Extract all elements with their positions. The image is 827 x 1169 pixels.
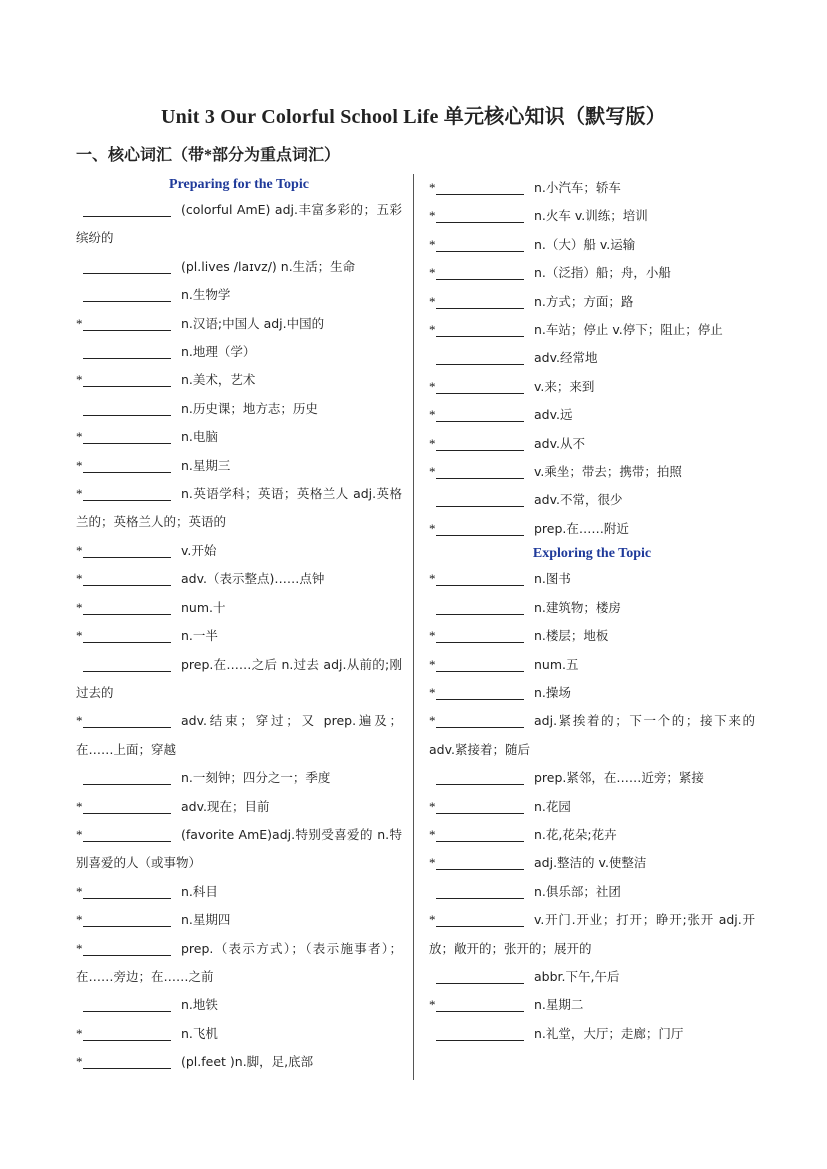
- vocab-entry: [76, 935, 402, 992]
- definition-text: adj.紧挨着的；下一个的；接下来的 adv.紧接着；随后: [429, 713, 755, 757]
- left-column: [76, 174, 402, 1077]
- answer-blank[interactable]: [436, 407, 524, 422]
- definition-text: n.星期三: [181, 457, 231, 473]
- key-word-marker: *: [429, 826, 436, 842]
- answer-blank[interactable]: [83, 1054, 171, 1069]
- key-word-marker: *: [429, 571, 436, 587]
- key-word-marker: *: [76, 571, 83, 587]
- answer-blank[interactable]: [436, 855, 524, 870]
- definition-text: n.生物学: [181, 287, 231, 303]
- definition-text: n.一半: [181, 628, 218, 644]
- definition-text: n.地铁: [181, 997, 218, 1013]
- vocab-entry: [429, 821, 755, 849]
- vocab-entry: [76, 366, 402, 394]
- key-word-marker: *: [76, 826, 83, 842]
- key-word-marker: *: [429, 855, 436, 871]
- vocab-entry: [76, 906, 402, 934]
- vocab-entry: [76, 338, 402, 366]
- answer-blank[interactable]: [436, 294, 524, 309]
- key-word-marker: *: [76, 457, 83, 473]
- definition-text: abbr.下午,午后: [534, 968, 620, 984]
- vocab-entry: [429, 344, 755, 372]
- vocab-entry: [429, 707, 755, 764]
- key-word-marker: *: [429, 180, 436, 195]
- definition-text: adv.从不: [534, 435, 585, 451]
- answer-blank[interactable]: [436, 884, 524, 899]
- right-entry-list-bottom: [429, 565, 755, 1048]
- vocab-entry: [429, 622, 755, 650]
- definition-text: n.建筑物；楼房: [534, 599, 621, 615]
- answer-blank[interactable]: [83, 344, 171, 359]
- answer-blank[interactable]: [436, 379, 524, 394]
- definition-text: n.一刻钟；四分之一；季度: [181, 770, 331, 786]
- answer-blank[interactable]: [436, 969, 524, 984]
- vocab-entry: [76, 821, 402, 878]
- key-word-marker: *: [429, 236, 436, 252]
- key-word-marker: *: [76, 429, 83, 445]
- key-word-marker: *: [76, 1025, 83, 1041]
- definition-text: num.五: [534, 656, 579, 672]
- vocab-entry: [76, 594, 402, 622]
- definition-text: prep.在……附近: [534, 520, 629, 536]
- key-word-marker: *: [429, 265, 436, 281]
- vocab-entry: [76, 764, 402, 792]
- key-word-marker: *: [429, 435, 436, 451]
- definition-text: v.乘坐；带去；携带；拍照: [534, 464, 682, 480]
- definition-text: n.俱乐部；社团: [534, 883, 621, 899]
- vocab-entry: [76, 1048, 402, 1076]
- definition-text: num.十: [181, 599, 226, 615]
- definition-text: (favorite AmE)adj.特别受喜爱的 n.特别喜爱的人（或事物）: [76, 826, 402, 871]
- vocab-entry: [429, 991, 755, 1019]
- definition-text: n.图书: [534, 571, 571, 587]
- definition-text: adv.现在；目前: [181, 798, 270, 814]
- definition-text: adv.不常，很少: [534, 492, 623, 508]
- definition-text: n.花园: [534, 798, 571, 814]
- answer-blank[interactable]: [436, 436, 524, 451]
- vocab-entry: [429, 259, 755, 287]
- vocab-entry: [76, 565, 402, 593]
- vocab-entry: [429, 565, 755, 593]
- answer-blank[interactable]: [436, 237, 524, 252]
- answer-blank[interactable]: [83, 657, 171, 672]
- answer-blank[interactable]: [83, 770, 171, 785]
- answer-blank[interactable]: [436, 180, 524, 195]
- definition-text: n.地理（学）: [181, 344, 256, 360]
- vocab-entry: [429, 430, 755, 458]
- definition-text: (pl.lives /laɪvz/) n.生活；生命: [181, 258, 356, 274]
- answer-blank[interactable]: [436, 912, 524, 927]
- vocab-entry: [429, 373, 755, 401]
- answer-blank[interactable]: [83, 997, 171, 1012]
- answer-blank[interactable]: [83, 202, 171, 217]
- answer-blank[interactable]: [83, 259, 171, 274]
- key-word-marker: *: [429, 684, 436, 700]
- key-word-marker: *: [76, 315, 83, 331]
- definition-text: n.花,花朵;花卉: [534, 826, 617, 842]
- vocab-entry: [76, 281, 402, 309]
- left-heading: Preparing for the Topic: [169, 177, 309, 192]
- answer-blank[interactable]: [83, 486, 171, 501]
- answer-blank[interactable]: [83, 401, 171, 416]
- definition-text: v.开始: [181, 542, 217, 558]
- vocab-entry: [429, 288, 755, 316]
- right-column: [429, 174, 755, 1048]
- vocab-entry: [429, 202, 755, 230]
- key-word-marker: *: [429, 912, 436, 928]
- definition-text: n.车站；停止 v.停下；阻止；停止: [534, 322, 723, 338]
- vocab-entry: [429, 174, 755, 202]
- answer-blank[interactable]: [83, 941, 171, 956]
- definition-text: n.科目: [181, 883, 218, 899]
- vocab-entry: [429, 793, 755, 821]
- definition-text: prep.在……之后 n.过去 adj.从前的;刚过去的: [76, 656, 402, 700]
- answer-blank[interactable]: [83, 571, 171, 586]
- answer-blank[interactable]: [436, 208, 524, 223]
- definition-text: n.电脑: [181, 429, 218, 445]
- vocab-entry: [429, 679, 755, 707]
- key-word-marker: *: [76, 883, 83, 899]
- definition-text: n.美术，艺术: [181, 372, 256, 388]
- definition-text: n.（泛指）船；舟，小船: [534, 265, 671, 281]
- vocab-entry: [76, 651, 402, 708]
- right-entry-list-top: [429, 174, 755, 543]
- key-word-marker: *: [76, 372, 83, 388]
- answer-blank[interactable]: [436, 600, 524, 615]
- key-word-marker: *: [76, 599, 83, 615]
- left-entry-list: [76, 196, 402, 1077]
- vocab-entry: [429, 316, 755, 344]
- answer-blank[interactable]: [436, 492, 524, 507]
- definition-text: adv.结束；穿过；又 prep.遍及；在……上面；穿越: [76, 713, 402, 757]
- vocab-entry: [76, 310, 402, 338]
- answer-blank[interactable]: [436, 799, 524, 814]
- vocab-entry: [429, 764, 755, 792]
- vocab-entry: [76, 793, 402, 821]
- key-word-marker: *: [76, 542, 83, 558]
- answer-blank[interactable]: [83, 429, 171, 444]
- right-heading: Exploring the Topic: [532, 546, 652, 562]
- definition-text: v.开门.开业；打开；睁开;张开 adj.开放；敞开的；张开的；展开的: [429, 912, 755, 956]
- key-word-marker: *: [76, 628, 83, 644]
- answer-blank[interactable]: [83, 458, 171, 473]
- answer-blank[interactable]: [83, 713, 171, 728]
- key-word-marker: *: [429, 407, 436, 423]
- answer-blank[interactable]: [83, 884, 171, 899]
- answer-blank[interactable]: [83, 1026, 171, 1041]
- answer-blank[interactable]: [436, 265, 524, 280]
- key-word-marker: *: [429, 713, 436, 729]
- answer-blank[interactable]: [436, 464, 524, 479]
- key-word-marker: *: [429, 628, 436, 644]
- definition-text: n.礼堂，大厅；走廊；门厅: [534, 1025, 684, 1041]
- answer-blank[interactable]: [436, 713, 524, 728]
- definition-text: adv.远: [534, 407, 573, 423]
- definition-text: n.火车 v.训练；培训: [534, 208, 648, 224]
- vocab-entry: [429, 594, 755, 622]
- column-divider: [413, 174, 414, 1080]
- key-word-marker: *: [429, 464, 436, 480]
- definition-text: n.操场: [534, 684, 571, 700]
- vocab-entry: [429, 878, 755, 906]
- vocab-entry: [76, 622, 402, 650]
- key-word-marker: *: [429, 378, 436, 394]
- key-word-marker: *: [76, 940, 83, 956]
- definition-text: adj.整洁的 v.使整洁: [534, 855, 647, 871]
- definition-text: n.小汽车；轿车: [534, 180, 621, 195]
- key-word-marker: *: [76, 1054, 83, 1070]
- definition-text: n.星期四: [181, 912, 231, 928]
- vocab-entry: [429, 458, 755, 486]
- answer-blank[interactable]: [83, 600, 171, 615]
- vocab-entry: [429, 963, 755, 991]
- page-title: Unit 3 Our Colorful School Life 单元核心知识（默写版）: [161, 106, 666, 128]
- key-word-marker: *: [429, 208, 436, 224]
- key-word-marker: *: [429, 798, 436, 814]
- vocab-entry: [429, 401, 755, 429]
- vocab-entry: [429, 1020, 755, 1048]
- definition-text: n.方式；方面；路: [534, 293, 634, 309]
- answer-blank[interactable]: [436, 827, 524, 842]
- definition-text: n.汉语;中国人 adj.中国的: [181, 315, 325, 331]
- answer-blank[interactable]: [83, 287, 171, 302]
- definition-text: adv.经常地: [534, 350, 598, 366]
- section-title: 一、核心词汇（带*部分为重点词汇）: [76, 147, 341, 164]
- vocab-entry: [429, 651, 755, 679]
- vocab-entry: [76, 480, 402, 537]
- vocab-entry: [76, 196, 402, 253]
- key-word-marker: *: [429, 656, 436, 672]
- vocab-entry: [76, 253, 402, 281]
- answer-blank[interactable]: [83, 827, 171, 842]
- key-word-marker: *: [429, 520, 436, 536]
- definition-text: prep.（表示方式）；（表示施事者）；在……旁边；在……之前: [76, 940, 402, 984]
- definition-text: adv.（表示整点)……点钟: [181, 571, 325, 587]
- answer-blank[interactable]: [436, 770, 524, 785]
- vocab-entry: [429, 515, 755, 543]
- definition-text: n.飞机: [181, 1025, 218, 1041]
- key-word-marker: *: [429, 997, 436, 1013]
- vocab-entry: [429, 906, 755, 963]
- key-word-marker: *: [76, 486, 83, 502]
- definition-text: (pl.feet )n.脚，足,底部: [181, 1054, 314, 1070]
- definition-text: (colorful AmE) adj.丰富多彩的；五彩缤纷的: [76, 202, 402, 246]
- answer-blank[interactable]: [436, 628, 524, 643]
- key-word-marker: *: [76, 713, 83, 729]
- answer-blank[interactable]: [83, 799, 171, 814]
- vocab-entry: [429, 486, 755, 514]
- definition-text: n.英语学科；英语；英格兰人 adj.英格兰的；英格兰人的；英语的: [76, 486, 402, 530]
- definition-text: v.来；来到: [534, 378, 595, 394]
- answer-blank[interactable]: [436, 521, 524, 536]
- answer-blank[interactable]: [436, 1026, 524, 1041]
- key-word-marker: *: [76, 912, 83, 928]
- key-word-marker: *: [429, 293, 436, 309]
- vocab-entry: [76, 423, 402, 451]
- definition-text: n.历史课；地方志；历史: [181, 400, 318, 416]
- vocab-entry: [76, 537, 402, 565]
- answer-blank[interactable]: [83, 912, 171, 927]
- answer-blank[interactable]: [436, 322, 524, 337]
- answer-blank[interactable]: [436, 685, 524, 700]
- definition-text: n.星期二: [534, 997, 584, 1013]
- answer-blank[interactable]: [436, 997, 524, 1012]
- definition-text: n.楼层；地板: [534, 628, 609, 644]
- vocab-entry: [76, 707, 402, 764]
- answer-blank[interactable]: [83, 628, 171, 643]
- answer-blank[interactable]: [83, 316, 171, 331]
- answer-blank[interactable]: [436, 350, 524, 365]
- definition-text: prep.紧邻，在……近旁；紧接: [534, 770, 704, 786]
- answer-blank[interactable]: [436, 657, 524, 672]
- vocab-entry: [76, 1020, 402, 1048]
- definition-text: n.（大）船 v.运输: [534, 236, 636, 252]
- vocab-entry: [429, 231, 755, 259]
- vocab-entry: [76, 878, 402, 906]
- answer-blank[interactable]: [83, 372, 171, 387]
- vocab-entry: [76, 395, 402, 423]
- vocab-entry: [76, 991, 402, 1019]
- vocab-entry: [76, 452, 402, 480]
- key-word-marker: *: [76, 798, 83, 814]
- vocab-entry: [429, 849, 755, 877]
- key-word-marker: *: [429, 322, 436, 338]
- answer-blank[interactable]: [436, 571, 524, 586]
- answer-blank[interactable]: [83, 543, 171, 558]
